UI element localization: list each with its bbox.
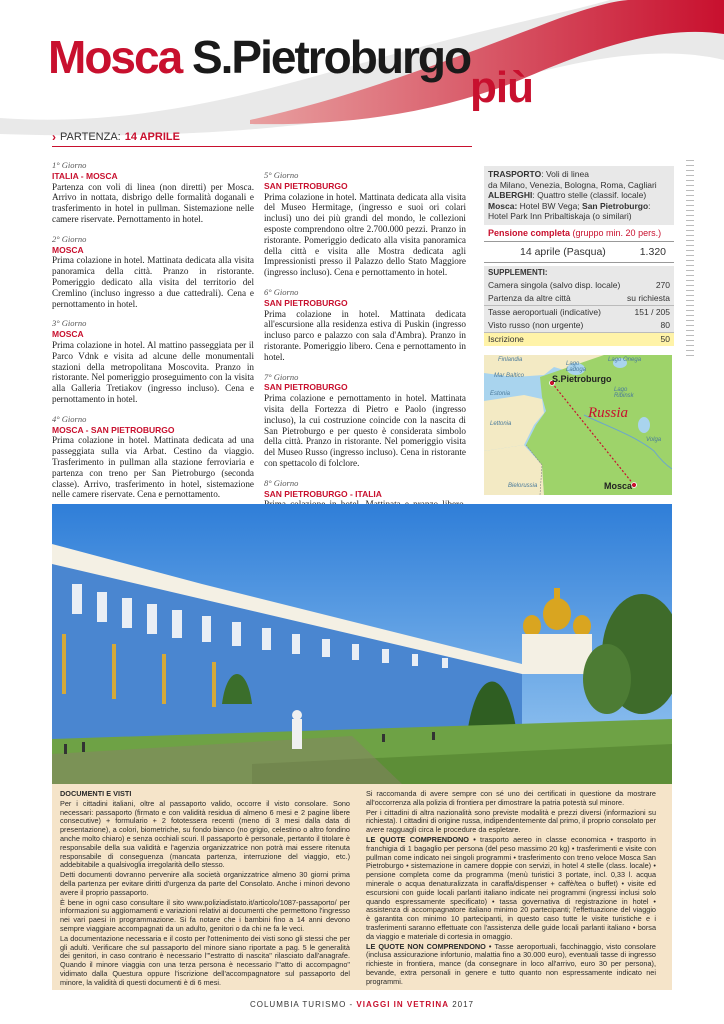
partenza-date: 14 APRILE xyxy=(124,131,180,143)
alberghi-value: : Quattro stelle (classif. locale) xyxy=(532,190,647,200)
supplement-value: 50 xyxy=(660,333,670,344)
day-number: 2° Giorno xyxy=(52,233,87,244)
page-footer xyxy=(0,1000,724,1009)
day-title: SAN PIETROBURGO xyxy=(264,382,348,393)
partenza-divider xyxy=(52,146,472,147)
side-ruler-decoration xyxy=(686,160,694,360)
map-label-lago-ribinsk: Lago Ribinsk xyxy=(614,387,634,399)
chevron-right-icon: › xyxy=(52,130,56,144)
day-description: Prima colazione in hotel. Mattinata dedicata all'escursione alla residenza estiva di Puskin (ingresso incluso parco e palazzo con sala d'Ambra). Pranzo in ristorante. Pomeriggio libero. Cena e pernottamento in hotel. xyxy=(264,308,466,362)
quote-non-comprendono xyxy=(366,943,656,987)
documents-info-box xyxy=(52,784,672,990)
day-title: MOSCA xyxy=(52,244,84,255)
documents-column-left xyxy=(60,790,350,989)
map-label-finlandia: Finlandia xyxy=(498,357,523,363)
documents-paragraph: Si raccomanda di avere sempre con sé uno dei certificati in questione da mostrare all'occorrenza alla polizia di frontiera per dimostrare la patria potestà sul minore. xyxy=(366,789,656,807)
documents-paragraph: La documentazione necessaria e il costo per l'ottenimento dei visti sono gli stessi che per gli adulti. Verificare che sul passaporto del minore siano riportate a pag. 5 le generalità dei genitori, in caso contrario è necessario l'"estratto di nascita" rilasciato dall'anagrafe. Quando il minore viaggia con una terza persona è necessario l'"atto di accompagno" vidimato dalla Questura oppure l'iscrizione dell'accompagnatore sul passaporto del minore, la validità di questi documenti è di 6 mesi. xyxy=(60,933,350,987)
partenza-label: PARTENZA: xyxy=(60,131,121,143)
spb-hotel-label: San Pietroburgo xyxy=(582,200,649,211)
footer-series: VIAGGI IN VETRINA xyxy=(356,1000,449,1009)
partenza-line xyxy=(52,130,180,144)
quote-non-comprendono-heading: LE QUOTE NON COMPRENDONO • xyxy=(366,941,495,951)
footer-year: 2017 xyxy=(448,1000,474,1009)
map-label-lago-ladoga: Lago Ladoga xyxy=(566,361,587,373)
supplement-row xyxy=(484,319,674,333)
itinerary-day xyxy=(52,234,254,310)
supplement-row xyxy=(484,279,674,292)
documents-paragraph: Detti documenti dovranno pervenire alla società organizzatrice almeno 30 giorni prima della partenza per evitare diritti d'urgenza da parte del Consolato. Anche i minori devono avere il proprio passaporto. xyxy=(60,870,350,897)
documents-column-right xyxy=(366,790,656,988)
supplement-label: Partenza da altre città xyxy=(488,292,571,303)
map-country-russia: Russia xyxy=(588,405,629,421)
day-number: 4° Giorno xyxy=(52,413,87,424)
map-city-spietroburgo: S.Pietroburgo xyxy=(552,374,612,384)
departure-date: 14 aprile (Pasqua) xyxy=(520,245,606,258)
day-title: ITALIA - MOSCA xyxy=(52,170,118,181)
pensione-row xyxy=(484,225,674,241)
supplement-value: su richiesta xyxy=(627,292,670,303)
supplement-label: Visto russo (non urgente) xyxy=(488,319,584,330)
supplement-row-iscrizione xyxy=(484,333,674,346)
supplement-label: Tasse aeroportuali (indicative) xyxy=(488,306,601,317)
day-description: Prima colazione in hotel. Mattinata dedicata alla visita panoramica della città. Pranzo in ristorante. Pomeriggio dedicato alla visita del territorio del Cremlino (incluso ingresso a due cattedrali). Cena e pernottamento in hotel. xyxy=(52,255,254,309)
map-label-mar-baltico: Mar Baltico xyxy=(494,373,525,379)
map-label-volga: Volga xyxy=(646,437,662,443)
supplement-value: 80 xyxy=(660,319,670,330)
day-number: 1° Giorno xyxy=(52,160,87,170)
documents-paragraph: È bene in ogni caso consultare il sito www.poliziadistato.it/articolo/1087-passaporto/ per informazioni su aggiornamenti e variazioni relativi ai documenti che permettono l'ingresso nei vari paesi in programmazione. Si fa notare che i bambini fino a 14 anni devono sempre viaggiare accompagnati da un adulto, genitori o da chi ne fa le veci. xyxy=(60,897,350,933)
title-piu: più xyxy=(470,63,533,112)
departure-price-row xyxy=(484,241,674,263)
itinerary-day xyxy=(264,170,466,278)
day-description: Partenza con voli di linea (non diretti) per Mosca. Arrivo in nottata, disbrigo delle formalità doganali e trasferimento in hotel in pullman. Sistemazione nelle camere riservate. Pernottamento in hotel. xyxy=(52,181,254,224)
itinerary-column-right xyxy=(264,170,466,541)
pensione-label: Pensione completa xyxy=(488,227,571,238)
supplement-label: Iscrizione xyxy=(488,333,524,344)
day-number: 3° Giorno xyxy=(52,318,87,329)
day-title: MOSCA - SAN PIETROBURGO xyxy=(52,424,175,435)
itinerary-day xyxy=(52,160,254,225)
supplementi-header: SUPPLEMENTI: xyxy=(484,266,674,279)
spb-hotel: Hotel Park Inn Pribaltiskaja (o similari) xyxy=(488,211,632,221)
quote-comprendono-text: trasporto aereo in classe economica • trasporto in franchigia di 1 bagaglio per persona (del peso massimo 20 kg) • trasferimenti e visite con pullman come indicato nei singoli programmi • trasferimento con treno veloce Mosca San Pietroburgo • sistemazione in camere doppie con servizi, in hotel 4 stelle (class. locale) • pensione completa come da programma (menù turistici 3 portate, incl. 0,33 l. acqua minerale o acqua denaturalizzata in caraffa/dispenser + caffè/tea o buffet) • visite ed escursioni con guide locali parlanti italiano indicate nei programmi (ingressi inclusi solo quando espressamente specificato) • tassa governativa di registrazione in hotel • assistenza di accompagnatore italiano minimo 20 partecipanti; l'effettuazione del viaggio è garantita con minimo 10 partecipanti, in questo caso tutte le visite turistiche e i trasferimenti saranno effettuate con l'assistenza delle guide locali parlanti italiano • borsa da viaggio e materiale di cortesia in omaggio. xyxy=(366,834,656,941)
trasporto-label: TRASPORTO xyxy=(488,169,542,179)
trip-info-box xyxy=(484,166,674,346)
quote-non-comprendono-text: Tasse aeroportuali, facchinaggio, visto consolare (inclusa assicurazione infortunio, malattia fino a 30.000 euro), eventuali tasse di ingresso richieste in frontiera, mance (da consegnare in loco all'arrivo, euro 30 per persona), bevande, extra personali in genere e tutto quanto non espressamente indicato nei programmi. xyxy=(366,941,656,986)
alberghi-label: ALBERGHI xyxy=(488,190,533,200)
day-number: 6° Giorno xyxy=(264,286,299,297)
day-title: SAN PIETROBURGO - ITALIA xyxy=(264,488,382,499)
route-map xyxy=(484,355,672,495)
day-description: Prima colazione in hotel. Al mattino passeggiata per il Parco Vdnk e visita ad alcune delle monumentali stazioni della metropolitana Moscovita. Pranzo in ristorante. Nel pomeriggio proseguimento con la visita alla Galleria Tretiakov (ingresso incluso). Cena e pernottamento in hotel. xyxy=(52,339,254,404)
trip-details xyxy=(484,166,674,225)
day-title: SAN PIETROBURGO xyxy=(264,297,348,308)
pensione-note: (gruppo min. 20 pers.) xyxy=(570,227,662,238)
itinerary-column-left xyxy=(52,160,254,509)
map-label-lago-onega: Lago Onega xyxy=(608,357,642,363)
documents-paragraph: Per i cittadini di altra nazionalità sono previste modalità e prezzi diversi (informazioni su richiesta). I cittadini di origine russa, indipendentemente dal primo, il proprio consolato per avere ragguagli circa le procedure da espletare. xyxy=(366,807,657,835)
mosca-hotel-label: Mosca: xyxy=(488,200,518,211)
trasporto-from: da Milano, Venezia, Bologna, Roma, Cagliari xyxy=(488,179,657,190)
map-label-estonia: Estonia xyxy=(490,391,511,397)
itinerary-day xyxy=(264,287,466,363)
title-spietroburgo: S.Pietroburgo xyxy=(191,31,471,83)
day-number: 7° Giorno xyxy=(264,371,299,382)
quote-comprendono-heading: LE QUOTE COMPRENDONO • xyxy=(366,834,481,844)
title-mosca: Mosca xyxy=(48,31,182,83)
day-description: Prima colazione in hotel. Mattinata dedicata ad una passeggiata sulla via Arbat. Cestino da viaggio. Trasferimento in pullman alla stazione ferroviaria e partenza con treno per San Pietroburgo (seconda classe). Arrivo, trasferimento in hotel, sistemazione nelle camere riservate. Cena e pernottamento. xyxy=(52,435,254,500)
day-title: MOSCA xyxy=(52,329,84,340)
catherine-palace-photo xyxy=(52,504,672,784)
quote-comprendono xyxy=(366,836,656,942)
day-title: SAN PIETROBURGO xyxy=(264,180,348,191)
page-title xyxy=(48,31,471,83)
documents-paragraph: Per i cittadini italiani, oltre al passaporto valido, occorre il visto consolare. Sono necessari: passaporto (firmato e con validità residua di almeno 6 mesi e 2 pagine libere consecutive) + formulario + 2 fototessera recenti (meno di 3 mesi dalla data di presentazione), a colori, biometriche, su fondo bianco (no grigio, celestino o altro fondino anche molto chiaro) e senza occhiali scuri. Il passaporto è personale, pertanto il titolare è responsabile della sua validità e l'agenzia organizzatrice non potrà mai essere ritenuta responsabile di conseguenza (mancata partenza, interruzione del viaggio, etc.) addebitabile a qualsivoglia irregolarità dello stesso. xyxy=(60,798,350,870)
itinerary-day xyxy=(52,318,254,404)
supplement-label: Camera singola (salvo disp. locale) xyxy=(488,279,621,290)
day-number: 5° Giorno xyxy=(264,170,299,180)
map-label-bielorussia: Bielorussia xyxy=(508,483,538,489)
supplement-row xyxy=(484,292,674,306)
itinerary-day xyxy=(264,372,466,469)
supplement-row xyxy=(484,306,674,319)
trip-price: 1.320 xyxy=(639,245,666,258)
spb-colon: : xyxy=(648,200,651,211)
map-city-mosca: Mosca xyxy=(604,481,633,491)
supplement-value: 151 / 205 xyxy=(634,306,670,317)
map-label-lettonia: Lettonia xyxy=(490,421,512,427)
trasporto-value: : Voli di linea xyxy=(541,169,589,179)
day-number: 8° Giorno xyxy=(264,477,299,488)
supplement-value: 270 xyxy=(655,279,670,290)
day-description: Prima colazione in hotel. Mattinata dedicata alla visita del Museo Hermitage, (ingresso e suoi ori colari inclusi) uno dei più grandi del mondo, le collezioni esposte comprendono oltre 2.700.000 pezzi. Pranzo in ristorante. Pomeriggio dedicato alla visita panoramica della città e visita alle Mostra dedicata agli Impressionisti presso il Palazzo dello Stato Maggiore (ingresso incluso). Cena e pernottamento in hotel. xyxy=(264,191,466,278)
supplement-list xyxy=(484,279,674,346)
day-description: Prima colazione e pernottamento in hotel. Mattinata visita della Fortezza di Pietro e Paolo (ingresso incluso), la cui costruzione coincide con la nascita di San Pietroburgo e per questo è considerata simbolo della città. Pranzo in ristorante. Nel pomeriggio visita del Museo Russo (ingresso incluso). Cena in ristorante con spettacolo di folclore. xyxy=(264,393,466,468)
footer-brand: COLUMBIA TURISMO - xyxy=(249,1000,357,1009)
itinerary-day xyxy=(52,414,254,500)
mosca-hotel: Hotel BW Vega; xyxy=(517,200,583,211)
documents-heading: DOCUMENTI E VISTI xyxy=(60,789,132,798)
